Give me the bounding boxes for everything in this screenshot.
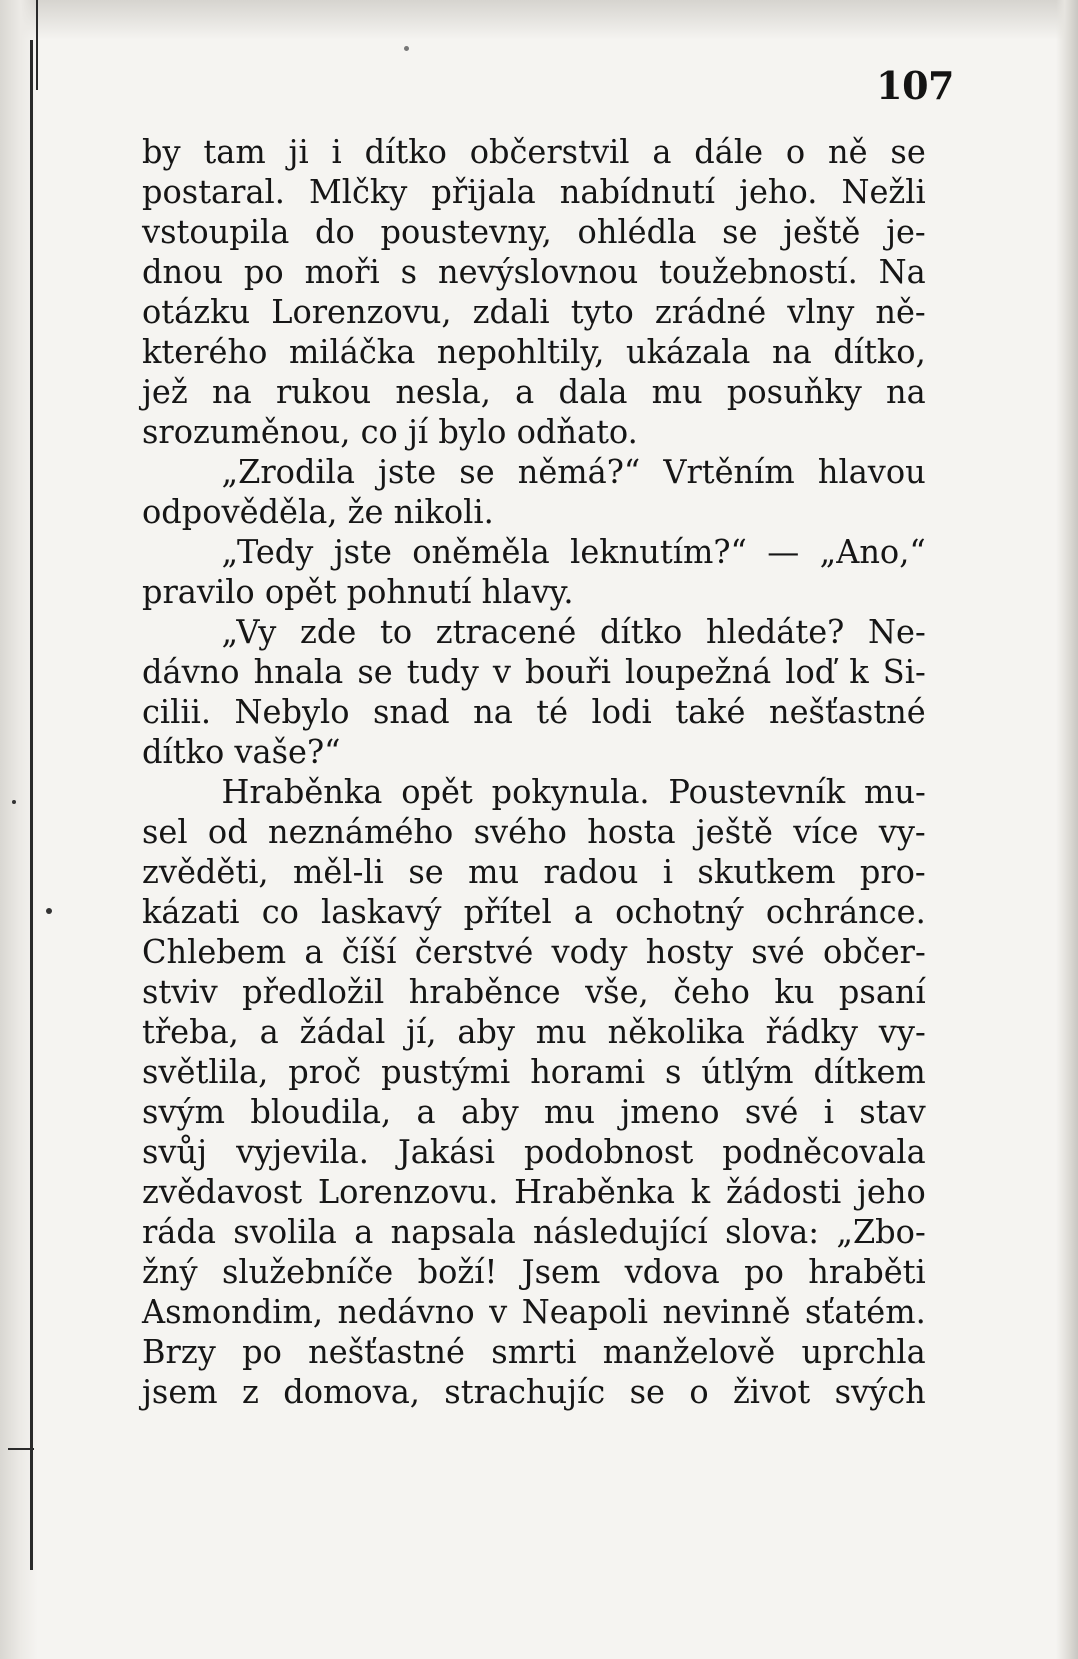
binding-edge-tick <box>8 1448 34 1450</box>
page-shadow-top <box>0 0 1078 40</box>
text-line: třeba, a žádal jí, aby mu několika řádky vy- <box>142 1012 926 1051</box>
text-line: světlila, proč pustými horami s útlým dítkem <box>142 1052 926 1091</box>
text-line: svým bloudila, a aby mu jmeno své i stav <box>142 1092 926 1131</box>
binding-edge-mark <box>36 0 38 90</box>
text-line: kterého miláčka nepohltily, ukázala na dítko, <box>142 332 926 371</box>
text-line: kázati co laskavý přítel a ochotný ochránce. <box>142 892 926 931</box>
text-line: dávno hnala se tudy v bouři loupežná loď k Si- <box>142 652 926 691</box>
text-line: srozuměnou, co jí bylo odňato. <box>142 412 638 451</box>
text-line: zvědavost Lorenzovu. Hraběnka k žádosti jeho <box>142 1172 926 1211</box>
text-line: pravilo opět pohnutí hlavy. <box>142 572 574 611</box>
text-line: ráda svolila a napsala následující slova: „Zbo- <box>142 1212 926 1251</box>
text-line: Asmondim, nedávno v Neapoli nevinně sťatém. <box>142 1292 926 1331</box>
text-line: odpověděla, že nikoli. <box>142 492 494 531</box>
text-line: jsem z domova, strachujíc se o život svých <box>142 1372 926 1411</box>
text-line: zvěděti, měl-li se mu radou i skutkem pro- <box>142 852 926 891</box>
text-line: Chlebem a číší čerstvé vody hosty své občer- <box>142 932 926 971</box>
text-line: „Tedy jste oněměla leknutím?“ — „Ano,“ <box>221 532 926 571</box>
page-number: 107 <box>876 63 954 108</box>
text-line: „Vy zde to ztracené dítko hledáte? Ne- <box>221 612 926 651</box>
text-line: cilii. Nebylo snad na té lodi také nešťastné <box>142 692 926 731</box>
text-line: by tam ji i dítko občerstvil a dále o ně se <box>142 132 926 171</box>
scan-speck <box>46 908 52 914</box>
page-shadow-right <box>1056 0 1078 1659</box>
text-line: Hraběnka opět pokynula. Poustevník mu- <box>221 772 926 811</box>
text-line: svůj vyjevila. Jakási podobnost podněcovala <box>142 1132 926 1171</box>
text-line: otázku Lorenzovu, zdali tyto zrádné vlny ně- <box>142 292 926 331</box>
text-line: „Zrodila jste se němá?“ Vrtěním hlavou <box>221 452 926 491</box>
text-line: jež na rukou nesla, a dala mu posuňky na <box>142 372 926 411</box>
text-line: dnou po moři s nevýslovnou toužebností. Na <box>142 252 926 291</box>
text-line: žný služebníče boží! Jsem vdova po hraběti <box>142 1252 926 1291</box>
body-text <box>142 132 950 1412</box>
text-line: stviv předložil hraběnce vše, čeho ku psaní <box>142 972 926 1011</box>
scan-speck <box>404 46 409 51</box>
text-line: dítko vaše?“ <box>142 732 341 771</box>
text-line: sel od neznámého svého hosta ještě více vy- <box>142 812 926 851</box>
text-line: Brzy po nešťastné smrti manželově uprchla <box>142 1332 926 1371</box>
text-line: postaral. Mlčky přijala nabídnutí jeho. Nežli <box>142 172 926 211</box>
binding-edge-line <box>30 40 33 1570</box>
text-line: vstoupila do poustevny, ohlédla se ještě je- <box>142 212 926 251</box>
scan-speck <box>12 800 16 804</box>
